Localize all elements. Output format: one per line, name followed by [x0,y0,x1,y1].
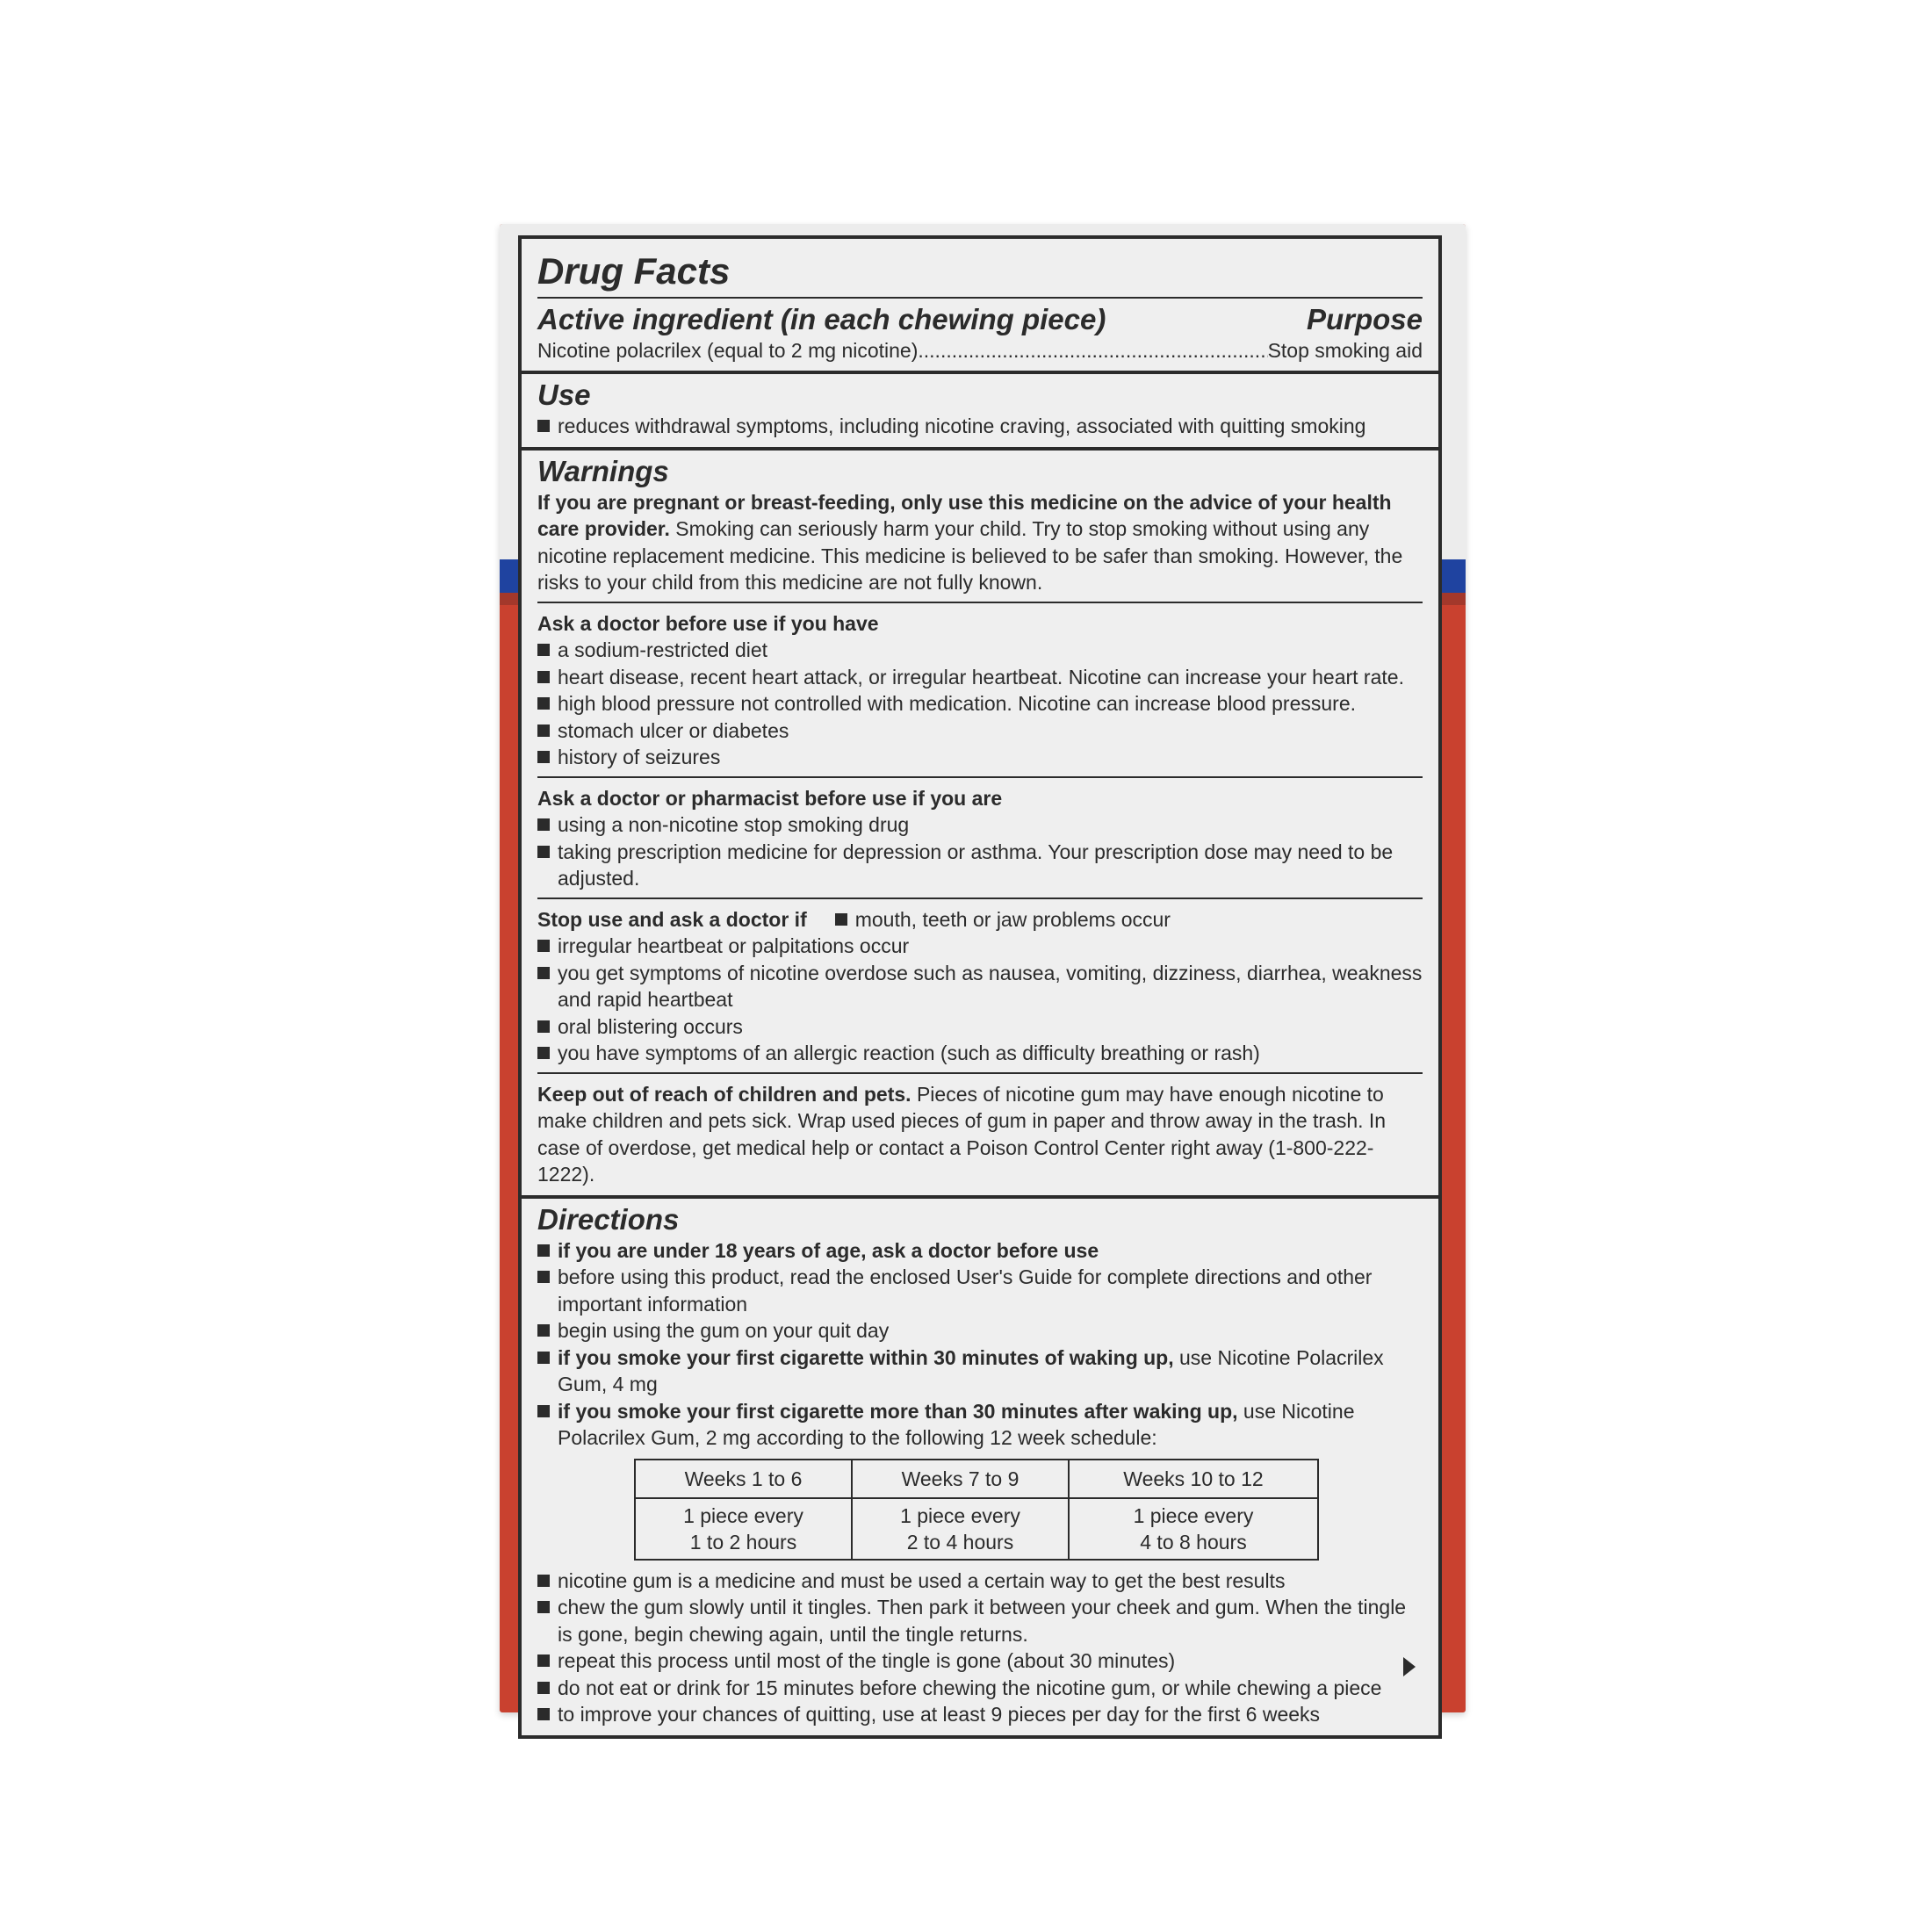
use-item-text: reduces withdrawal symptoms, including nicotine craving, associated with quitting smoking [558,415,1366,437]
list-item-text: do not eat or drink for 15 minutes before chewing the nicotine gum, or while chewing a piece [558,1676,1382,1699]
list-item-text: high blood pressure not controlled with medication. Nicotine can increase blood pressure. [558,692,1357,715]
title-rule [537,297,1423,299]
list-item-text: nicotine gum is a medicine and must be used a certain way to get the best results [558,1568,1286,1592]
list-item [537,1568,1423,1595]
schedule-value-cell [635,1498,852,1560]
keep-out-of-reach [537,1072,1423,1188]
list-item-text: use Nicotine Polacrilex Gum, 4 mg [558,1345,1384,1395]
square-bullet-icon [537,940,550,952]
square-bullet-icon [537,1708,550,1720]
list-item-text: taking prescription medicine for depression or asthma. Your prescription dose may need to be adjusted. [558,840,1394,890]
square-bullet-icon [537,1271,550,1283]
stop-use-heading-row [537,906,1423,934]
list-item [537,1701,1423,1728]
warnings-section [522,447,1438,1195]
drug-facts-title: Drug Facts [537,250,731,292]
list-item [537,1040,1423,1067]
schedule-value-cell [852,1498,1069,1560]
ingredient-name: Nicotine polacrilex (equal to 2 mg nicotine) [537,339,919,362]
square-bullet-icon [537,846,550,858]
schedule-header-cell: Weeks 7 to 9 [852,1460,1069,1498]
list-item [537,1013,1423,1041]
continue-arrow-icon [1403,1657,1416,1676]
stop-use-block [537,898,1423,1067]
list-item [537,1264,1423,1317]
list-item-text: before using this product, read the enclosed User's Guide for complete directions and other important information [558,1265,1373,1316]
schedule-value-cell [1069,1498,1318,1560]
square-bullet-icon [537,1047,550,1059]
active-ingredient-heading: Active ingredient (in each chewing piece) [537,303,1106,335]
list-item-text: history of seizures [558,746,721,768]
list-item [537,744,1423,771]
list-item-text: repeat this process until most of the tingle is gone (about 30 minutes) [558,1649,1176,1672]
purpose-heading: Purpose [1306,303,1423,335]
list-item [537,933,1423,960]
directions-section [522,1195,1438,1735]
pregnancy-warning-text: Smoking can seriously harm your child. Try to stop smoking without using any nicotine replacement medicine. This medicine is believed to be safer than smoking. However, the risks to your child from this medicine are not fully known. [537,517,1403,594]
list-item [537,717,1423,745]
list-item-text: chew the gum slowly until it tingles. Then park it between your cheek and gum. When the tingle is gone, begin chewing again, until the tingle returns. [558,1596,1407,1646]
list-item [537,1594,1423,1647]
list-item-bold: if you smoke your first cigarette more than 30 minutes after waking up, [558,1399,1238,1423]
ask-doctor-block [537,602,1423,771]
leader-dots [918,337,1267,364]
list-item-text: a sodium-restricted diet [558,638,768,661]
square-bullet-icon [537,697,550,710]
list-item [537,1344,1423,1398]
ask-pharmacist-heading: Ask a doctor or pharmacist before use if you are [537,786,1003,810]
square-bullet-icon [537,1601,550,1613]
list-item-text: mouth, teeth or jaw problems occur [854,907,1171,931]
list-item [537,1398,1423,1452]
list-item [537,637,1423,664]
pregnancy-warning [537,489,1423,596]
schedule-value-line: 1 to 2 hours [689,1530,797,1554]
list-item-text: begin using the gum on your quit day [558,1319,890,1342]
square-bullet-icon [537,1575,550,1587]
list-item-text: using a non-nicotine stop smoking drug [558,813,910,836]
list-item-text: oral blistering occurs [558,1014,743,1038]
list-item [537,1675,1423,1702]
active-heading-row [537,302,1423,337]
schedule-value-line: 4 to 8 hours [1140,1530,1247,1554]
list-item [537,690,1423,717]
square-bullet-icon [835,913,847,926]
schedule-header-cell: Weeks 1 to 6 [635,1460,852,1498]
stop-use-heading: Stop use and ask a doctor if [537,907,807,931]
square-bullet-icon [537,1654,550,1667]
ask-pharmacist-block [537,776,1423,892]
dosing-schedule-table [634,1459,1319,1561]
list-item [537,1647,1423,1675]
list-item-text: irregular heartbeat or palpitations occur [558,934,910,957]
square-bullet-icon [537,1020,550,1033]
square-bullet-icon [537,1405,550,1417]
list-item-text: to improve your chances of quitting, use at least 9 pieces per day for the first 6 weeks [558,1703,1321,1726]
list-item-text: stomach ulcer or diabetes [558,718,789,742]
directions-heading: Directions [537,1202,680,1236]
warnings-heading: Warnings [537,454,669,487]
schedule-header-row [635,1460,1318,1498]
list-item [537,1237,1423,1265]
square-bullet-icon [537,1324,550,1337]
keep-out-text: Pieces of nicotine gum may have enough nicotine to make children and pets sick. Wrap used pieces of gum in paper and throw away in the trash. In case of overdose, get medical help or contact a Poison Control Center right away (1-800-222-1222). [537,1082,1387,1186]
schedule-value-line: 1 piece every [683,1503,803,1527]
schedule-header-cell: Weeks 10 to 12 [1069,1460,1318,1498]
square-bullet-icon [537,1682,550,1694]
use-section [522,371,1438,447]
list-item [537,839,1423,892]
ingredient-row [537,337,1423,364]
list-item [537,960,1423,1013]
square-bullet-icon [537,644,550,656]
list-item-text: you have symptoms of an allergic reaction (such as difficulty breathing or rash) [558,1042,1260,1064]
square-bullet-icon [537,671,550,683]
square-bullet-icon [537,724,550,737]
list-item [537,811,1423,839]
ingredient-purpose: Stop smoking aid [1267,339,1423,362]
square-bullet-icon [537,751,550,763]
list-item-text: use Nicotine Polacrilex Gum, 2 mg according to the following 12 week schedule: [558,1399,1355,1449]
schedule-value-line: 1 piece every [900,1503,1020,1527]
list-item-bold: if you are under 18 years of age, ask a doctor before use [558,1238,1099,1262]
list-item-text: you get symptoms of nicotine overdose such as nausea, vomiting, dizziness, diarrhea, weakness and rapid heartbeat [558,961,1423,1011]
square-bullet-icon [537,818,550,831]
list-item-text: heart disease, recent heart attack, or irregular heartbeat. Nicotine can increase your heart rate. [558,665,1404,688]
schedule-value-line: 1 piece every [1133,1503,1254,1527]
keep-out-bold: Keep out of reach of children and pets. [537,1082,911,1106]
pregnancy-warning-bold: If you are pregnant or breast-feeding, only use this medicine on the advice of your health care provider. [537,490,1392,540]
list-item-bold: if you smoke your first cigarette within 30 minutes of waking up, [558,1345,1174,1369]
list-item [537,1317,1423,1344]
schedule-value-line: 2 to 4 hours [906,1530,1014,1554]
use-item [537,413,1423,440]
active-ingredient-section [522,239,1438,371]
ask-doctor-heading: Ask a doctor before use if you have [537,611,879,635]
square-bullet-icon [537,420,550,432]
drug-facts-panel [518,235,1442,1739]
square-bullet-icon [537,967,550,979]
square-bullet-icon [537,1352,550,1364]
use-heading: Use [537,378,591,411]
schedule-value-row [635,1498,1318,1560]
square-bullet-icon [537,1244,550,1257]
list-item [537,664,1423,691]
